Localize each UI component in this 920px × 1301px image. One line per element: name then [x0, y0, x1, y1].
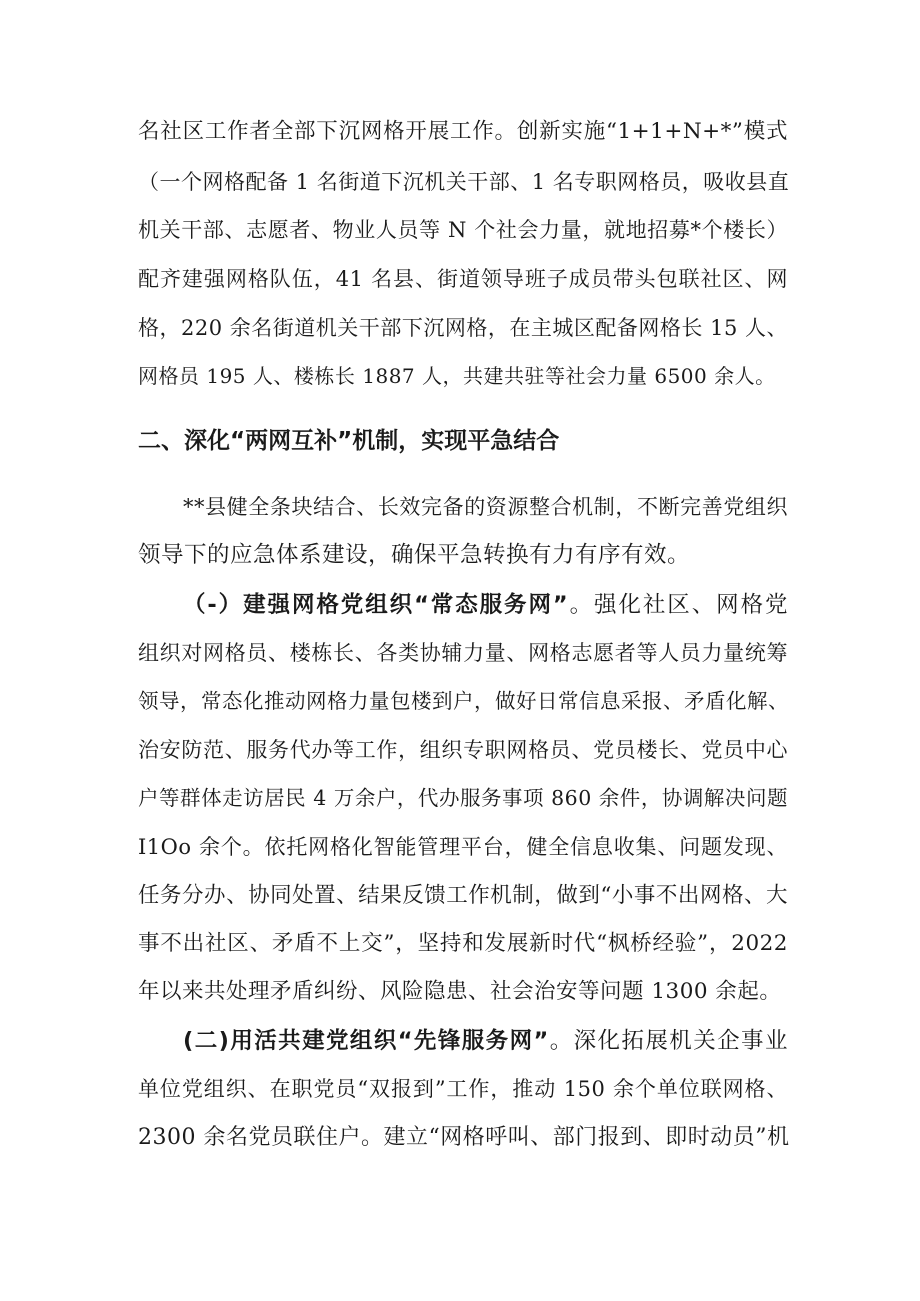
- text-run: 。强化社区、网格党: [568, 592, 788, 618]
- text-line: 治安防范、服务代办等工作，组织专职网格员、党员楼长、党员中心: [138, 738, 788, 762]
- text-line: [183, 590, 788, 620]
- section-heading: 二、深化“两网互补”机制，实现平急结合: [138, 428, 560, 454]
- text-line: 格，220 余名街道机关干部下沉网格，在主城区配备网格长 15 人、: [138, 316, 788, 340]
- text-line: 名社区工作者全部下沉网格开展工作。创新实施“1+1+N+*”模式: [138, 119, 788, 144]
- text-line: 领导，常态化推动网格力量包楼到户，做好日常信息采报、矛盾化解、: [138, 689, 789, 713]
- text-line: [183, 1026, 788, 1056]
- subheading: （-）建强网格党组织“常态服务网”: [183, 592, 569, 618]
- text-run: 。深化拓展机关企事业: [548, 1028, 788, 1054]
- text-line: 2300 余名党员联住户。建立“网格呼叫、部门报到、即时动员”机: [138, 1125, 790, 1150]
- text-line: 配齐建强网格队伍，41 名县、街道领导班子成员带头包联社区、网: [138, 267, 788, 291]
- text-line: （一个网格配备 1 名街道下沉机关干部、1 名专职网格员，吸收县直: [138, 170, 790, 194]
- text-line: 组织对网格员、楼栋长、各类协辅力量、网格志愿者等人员力量统筹: [138, 641, 788, 665]
- text-line: **县健全条块结合、长效完备的资源整合机制，不断完善党组织: [183, 495, 788, 519]
- text-line: 事不出社区、矛盾不上交”，坚持和发展新时代“枫桥经验”，2022: [138, 931, 788, 956]
- text-line: 领导下的应急体系建设，确保平急转换有力有序有效。: [138, 542, 691, 568]
- text-line: 网格员 195 人、楼栋长 1887 人，共建共驻等社会力量 6500 余人。: [138, 364, 776, 388]
- text-line: 户等群体走访居民 4 万余户，代办服务事项 860 余件，协调解决问题: [138, 786, 788, 810]
- text-line: 单位党组织、在职党员“双报到”工作，推动 150 余个单位联网格、: [138, 1077, 788, 1101]
- subheading: (二)用活共建党组织“先锋服务网”: [183, 1028, 549, 1054]
- text-line: 年以来共处理矛盾纠纷、风险隐患、社会治安等问题 1300 余起。: [138, 979, 782, 1004]
- text-line: I1Oo 余个。依托网格化智能管理平台，健全信息收集、问题发现、: [138, 835, 788, 859]
- text-line: 任务分办、协同处置、结果反馈工作机制，做到“小事不出网格、大: [138, 883, 788, 908]
- text-line: 机关干部、志愿者、物业人员等 N 个社会力量，就地招募*个楼长）: [138, 218, 788, 242]
